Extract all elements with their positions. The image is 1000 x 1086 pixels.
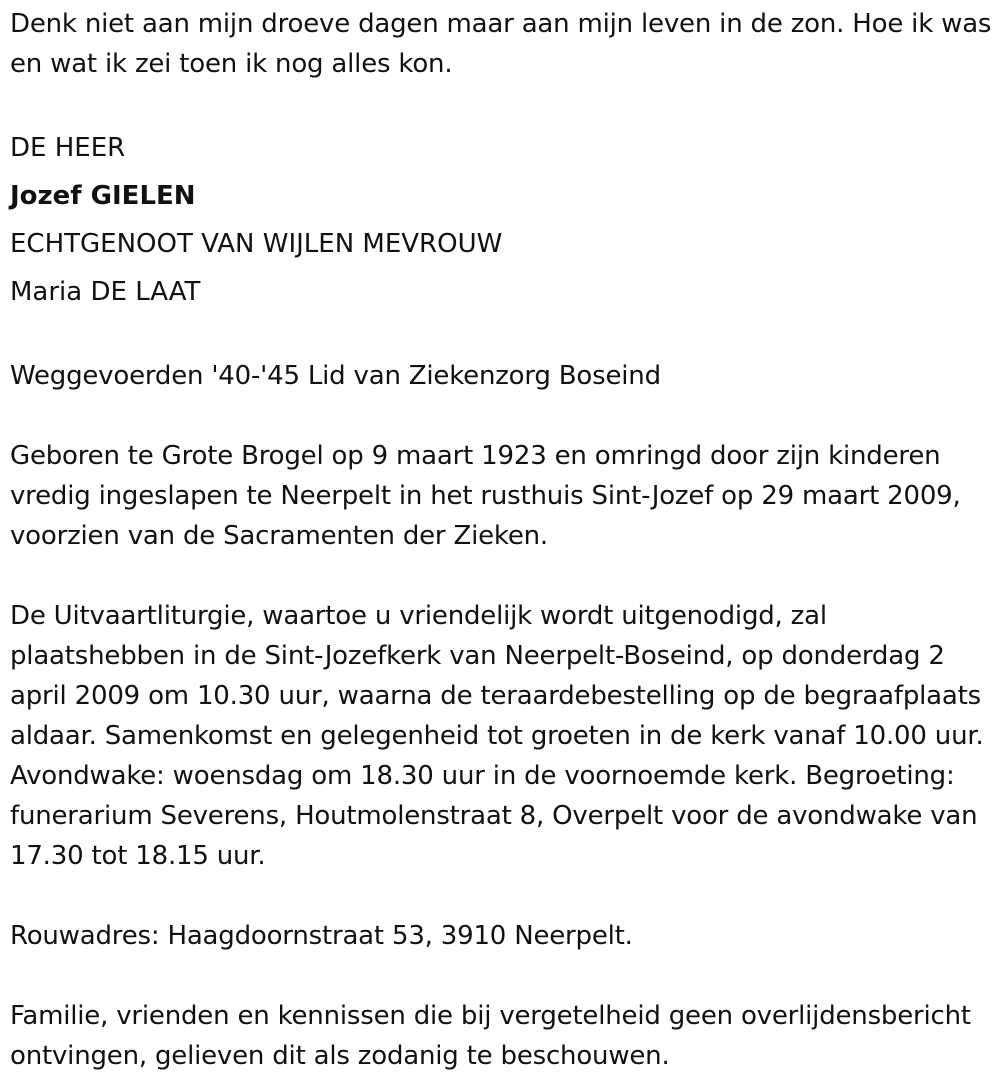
name-block xyxy=(10,124,995,316)
affiliations: Weggevoerden '40-'45 Lid van Ziekenzorg Boseind xyxy=(10,361,661,391)
spouse-prefix: ECHTGENOOT VAN WIJLEN MEVROUW xyxy=(10,229,503,259)
closing-note: Familie, vrienden en kennissen die bij vergetelheid geen overlijdensbericht ontvingen, gelieven dit als zodanig te beschouwen. xyxy=(10,1001,971,1071)
mourning-address: Rouwadres: Haagdoornstraat 53, 3910 Neerpelt. xyxy=(10,921,633,951)
honorific: DE HEER xyxy=(10,133,126,163)
spouse-name: Maria DE LAAT xyxy=(10,277,201,307)
memorial-quote: Denk niet aan mijn droeve dagen maar aan mijn leven in de zon. Hoe ik was en wat ik zei toen ik nog alles kon. xyxy=(10,9,992,79)
deceased-name: Jozef GIELEN xyxy=(10,181,196,211)
birth-death-paragraph: Geboren te Grote Brogel op 9 maart 1923 en omringd door zijn kinderen vredig ingeslapen te Neerpelt in het rusthuis Sint-Jozef op 29 maart 2009, voorzien van de Sacramenten der Zieken. xyxy=(10,441,961,551)
funeral-paragraph: De Uitvaartliturgie, waartoe u vriendelijk wordt uitgenodigd, zal plaatshebben in de Sint-Jozefkerk van Neerpelt-Boseind, op donderdag 2 april 2009 om 10.30 uur, waarna de teraardebestelling op de begraafplaats aldaar. Samenkomst en gelegenheid tot groeten in de kerk vanaf 10.00 uur. Avondwake: woensdag om 18.30 uur in de voornoemde kerk. Begroeting: funerarium Severens, Houtmolenstraat 8, Overpelt voor de avondwake van 17.30 tot 18.15 uur. xyxy=(10,601,984,871)
obituary-text xyxy=(10,4,995,1076)
